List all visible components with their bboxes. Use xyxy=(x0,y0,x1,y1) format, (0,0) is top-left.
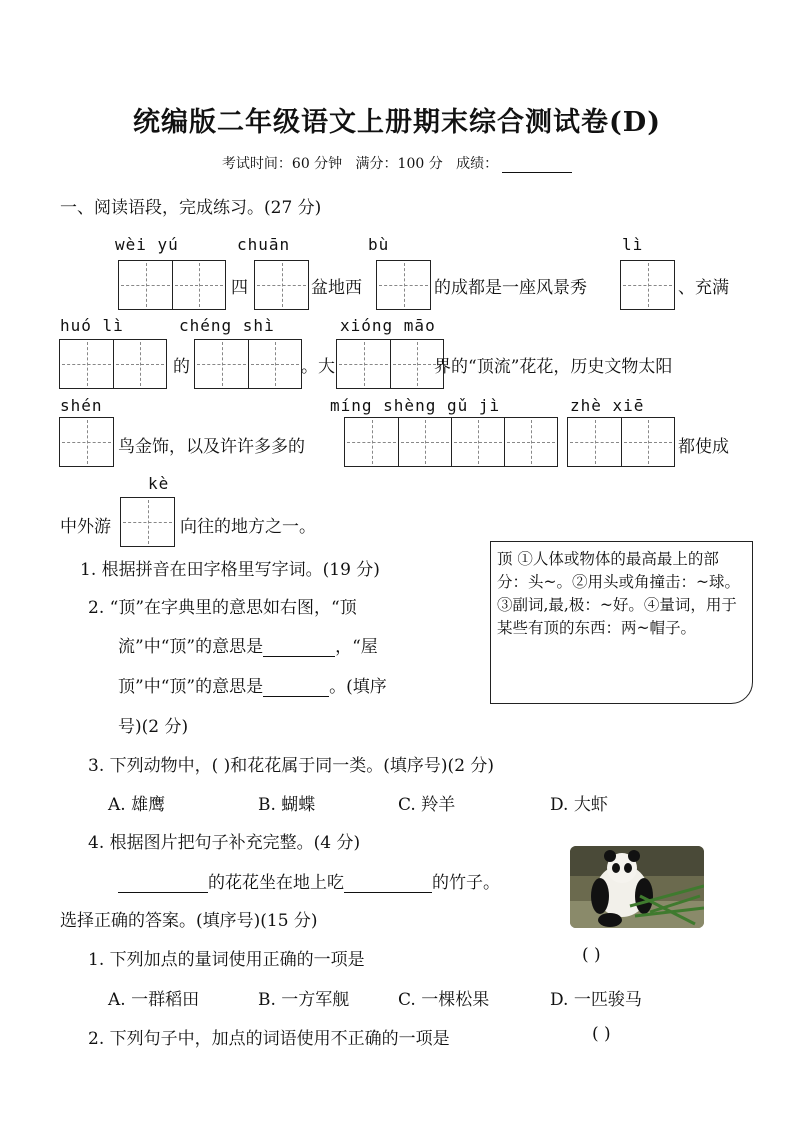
text-doushi: 都使成 xyxy=(678,437,729,457)
answer-grid-shen[interactable] xyxy=(59,417,114,467)
pinyin-shen: shén xyxy=(60,396,103,415)
q2-line1: 2. “顶”在字典里的意思如右图，“顶 xyxy=(88,598,357,618)
text-niao: 鸟金饰，以及许许多多的 xyxy=(118,437,305,457)
q2-line2: 流”中“顶”的意思是 ，“屋 xyxy=(118,637,378,657)
q2-line4: 号)(2 分) xyxy=(118,717,189,737)
text-da: 。大 xyxy=(301,357,335,377)
q2-line3: 顶”中“顶”的意思是 。(填序 xyxy=(118,677,387,697)
result-blank[interactable] xyxy=(502,158,572,173)
answer-grid-mingshenggu[interactable] xyxy=(344,417,558,467)
pinyin-chengshi: chéng shì xyxy=(179,316,275,335)
score-label: 满分：100 分 xyxy=(355,156,443,172)
text-si: 四 xyxy=(231,278,248,298)
text-xiangwang: 向往的地方之一。 xyxy=(180,517,316,537)
s2-q1-option-c[interactable]: C. 一棵松果 xyxy=(398,990,490,1010)
pinyin-chuan: chuān xyxy=(237,235,291,254)
pinyin-li: lì xyxy=(622,235,644,254)
answer-grid-huoli[interactable] xyxy=(59,339,167,389)
pinyin-weiyu: wèi yú xyxy=(115,235,179,254)
text-zhongwai: 中外游 xyxy=(60,517,111,537)
section2-heading: 选择正确的答案。(填序号)(15 分) xyxy=(60,911,318,931)
q2-blank2[interactable] xyxy=(263,678,329,697)
pinyin-mingshenggu: míng shèng gǔ jì xyxy=(330,396,501,415)
s2-q2-paren[interactable]: ( ) xyxy=(592,1024,611,1044)
s2-q1-option-b[interactable]: B. 一方军舰 xyxy=(258,990,350,1010)
section1-heading: 一、阅读语段，完成练习。(27 分) xyxy=(60,198,322,218)
exam-info xyxy=(0,153,794,173)
text-chongman: 、充满 xyxy=(678,278,729,298)
q2-blank1[interactable] xyxy=(263,638,335,657)
s2-q2-stem: 2. 下列句子中，加点的词语使用不正确的一项是 xyxy=(88,1029,450,1049)
panda-photo xyxy=(570,846,704,928)
pinyin-huoli: huó lì xyxy=(60,316,124,335)
q3-option-d[interactable]: D. 大虾 xyxy=(550,795,608,815)
answer-grid-chengshi[interactable] xyxy=(194,339,302,389)
answer-grid-li[interactable] xyxy=(620,260,675,310)
result-label: 成绩： xyxy=(456,156,499,172)
pinyin-xiongmao: xióng māo xyxy=(340,316,436,335)
pinyin-ke: kè xyxy=(148,474,170,493)
s2-q1-option-a[interactable]: A. 一群稻田 xyxy=(108,990,200,1010)
q4-sentence: 的花花坐在地上吃 的竹子。 xyxy=(118,868,500,893)
q1-text: 1. 根据拼音在田字格里写字词。(19 分) xyxy=(80,560,380,580)
text-jie: 界的“顶流”花花，历史文物太阳 xyxy=(434,357,673,377)
text-chengdu: 的成都是一座风景秀 xyxy=(434,278,587,298)
q4-blank2[interactable] xyxy=(344,874,432,893)
text-pendixi: 盆地西 xyxy=(311,278,362,298)
answer-grid-bu[interactable] xyxy=(376,260,431,310)
time-label: 考试时间：60 分钟 xyxy=(221,156,343,172)
s2-q1-option-d[interactable]: D. 一匹骏马 xyxy=(550,990,642,1010)
q3-option-a[interactable]: A. 雄鹰 xyxy=(108,795,166,815)
answer-grid-weiyu[interactable] xyxy=(118,260,226,310)
s2-q1-paren[interactable]: ( ) xyxy=(582,945,601,965)
dictionary-box: 顶 ①人体或物体的最高最上的部分：头~。②用头或角撞击：~球。③副词,最,极：~好。④量词，用于某些有顶的东西：两~帽子。 xyxy=(490,541,753,704)
q3-option-c[interactable]: C. 羚羊 xyxy=(398,795,456,815)
answer-grid-zhexie[interactable] xyxy=(567,417,675,467)
text-de: 的 xyxy=(173,357,190,377)
q4-blank1[interactable] xyxy=(118,874,208,893)
pinyin-bu: bù xyxy=(368,235,390,254)
s2-q1-stem: 1. 下列加点的量词使用正确的一项是 xyxy=(88,950,365,970)
answer-grid-ke[interactable] xyxy=(120,497,175,547)
pinyin-zhexie: zhè xiē xyxy=(570,396,645,415)
answer-grid-xiongmao[interactable] xyxy=(336,339,444,389)
answer-grid-chuan[interactable] xyxy=(254,260,309,310)
q3-stem: 3. 下列动物中，( )和花花属于同一类。(填序号)(2 分) xyxy=(88,756,495,776)
q4-stem: 4. 根据图片把句子补充完整。(4 分) xyxy=(88,833,361,853)
page-title: 统编版二年级语文上册期末综合测试卷(D) xyxy=(133,107,661,138)
q3-option-b[interactable]: B. 蝴蝶 xyxy=(258,795,316,815)
